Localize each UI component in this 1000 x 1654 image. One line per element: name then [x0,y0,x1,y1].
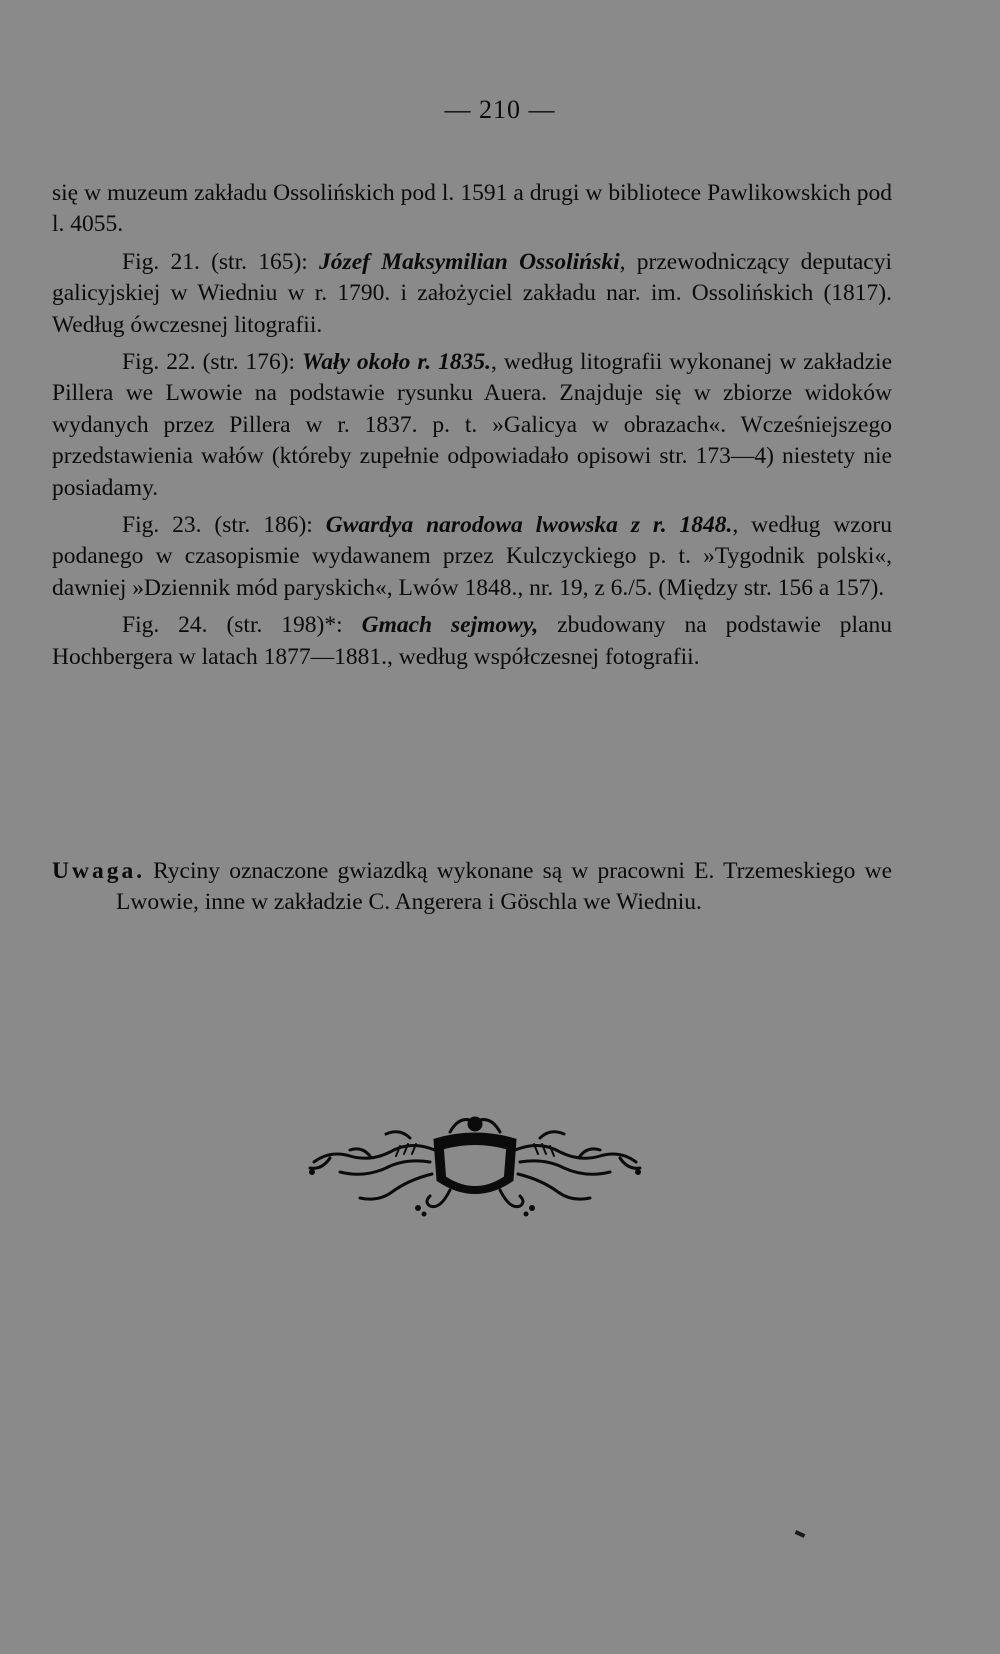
caption-text: się w muzeum zakładu Ossolińskich pod l. 1591 a drugi w bibliotece Pawlikowskich pod l. 4055. [52,180,892,238]
caption-title: Gmach sejmowy, [361,612,539,639]
caption-title: Gwardya narodowa lwowska z r. 1848. [325,512,733,539]
print-speck [795,1530,806,1538]
note-section [52,856,892,919]
caption-paragraph-continued [52,178,892,241]
note-paragraph [52,856,892,919]
shield-inner [445,1146,505,1185]
caption-fig-23 [52,510,892,604]
caption-ref: Fig. 23. (str. 186): [122,512,326,539]
caption-text: , według litografii wykonanej w zakładzie Pillera we Lwowie na podstawie rysunku Auera. Znajduje się w zbiorze widoków wydanych przez Pillera w r. 1837. p. t. »Galicya w obrazach«. Wcześniejszego przedstawienia wałów (któreby zupełnie odpowiadało opisowi str. 173—4) niestety nie posiadamy. [52,349,892,501]
note-text: Ryciny oznaczone gwiazdką wykonane są w pracowni E. Trzemeskiego we Lwowie, inne w zakładzie C. Angerera i Göschla we Wiedniu. [116,858,892,916]
caption-title: Wały około r. 1835. [302,349,491,376]
note-label: Uwaga. [52,858,146,884]
page-number: — 210 — [444,95,556,124]
caption-fig-22 [52,347,892,504]
caption-ref: Fig. 24. (str. 198)*: [122,612,362,639]
caption-title: Józef Maksymilian Ossoliński [319,248,620,275]
caption-ref: Fig. 21. (str. 165): [122,248,320,275]
caption-fig-21 [52,247,892,341]
caption-text: , przewodniczący deputacyi galicyjskiej w Wiedniu w r. 1790. i założyciel zakładu nar. im. Ossolińskich (1817). Według ówczesnej litografii. [52,248,892,338]
caption-text: zbudowany na podstawie planu Hochbergera w latach 1877—1881., według współczesnej fotografii. [52,612,893,670]
caption-fig-24 [52,610,892,673]
decorative-vignette-ornament [300,1110,650,1230]
caption-ref: Fig. 22. (str. 176): [122,349,303,376]
figure-captions [52,178,892,673]
caption-text: , według wzoru podanego w czasopismie wydawanem przez Kulczyckiego p. t. »Tygodnik polski«, dawniej »Dziennik mód paryskich«, Lwów 1848., nr. 19, z 6./5. (Między str. 156 a 157). [52,512,892,601]
